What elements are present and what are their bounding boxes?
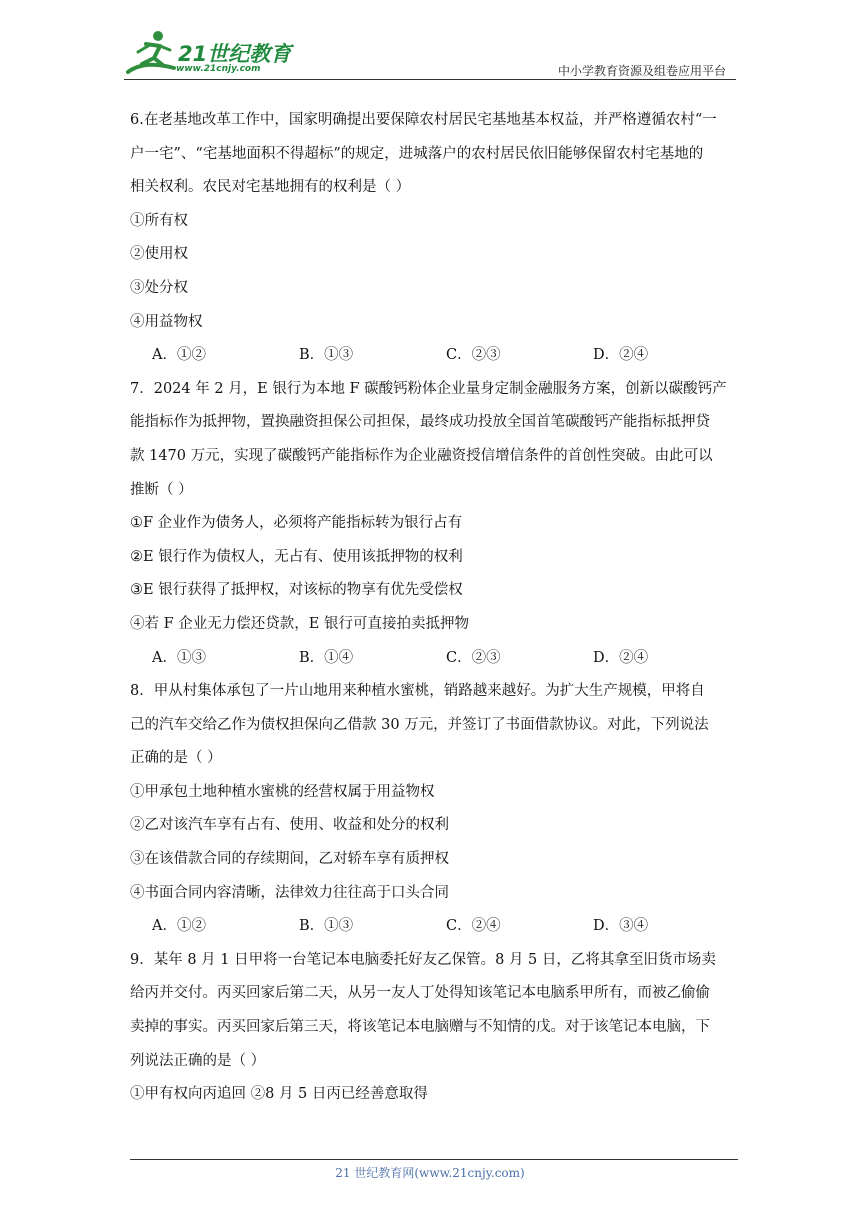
text-line: 正确的是（ ） <box>130 750 222 767</box>
page-footer: 21 世纪教育网(www.21cnjy.com) <box>335 1166 525 1180</box>
header-divider <box>124 79 736 80</box>
text-line: 己的汽车交给乙作为债权担保向乙借款 30 万元，并签订了书面借款协议。对此，下列说法 <box>130 716 709 733</box>
answer-option: C．②③ <box>446 649 501 666</box>
text-line: 列说法正确的是（ ） <box>130 1052 266 1069</box>
logo-url: www.21cnjy.com <box>176 64 261 74</box>
answer-options <box>130 642 740 676</box>
text-line: 9．某年 8 月 1 日甲将一台笔记本电脑委托好友乙保管。8 月 5 日，乙将其拿至旧货市场卖 <box>130 951 716 968</box>
footer-divider <box>130 1159 738 1160</box>
text-line: 6.在老基地改革工作中，国家明确提出要保障农村居民宅基地基本权益，并严格遵循农村“一 <box>130 112 717 128</box>
text-line: ①甲承包土地种植水蜜桃的经营权属于用益物权 <box>130 783 435 800</box>
answer-option: C．②③ <box>446 347 501 364</box>
answer-option: D．②④ <box>593 347 649 364</box>
answer-option: A．①③ <box>152 649 206 666</box>
text-line: 相关权利。农民对宅基地拥有的权利是（ ） <box>130 179 411 196</box>
answer-option: B．①④ <box>299 649 354 666</box>
text-line: ①F 企业作为债务人，必须将产能指标转为银行占有 <box>130 515 463 532</box>
text-line: 能指标作为抵押物，置换融资担保公司担保，最终成功投放全国首笔碳酸钙产能指标抵押贷 <box>130 414 710 431</box>
text-line: 7．2024 年 2 月，E 银行为本地 F 碳酸钙粉体企业量身定制金融服务方案，创新以碳酸钙产 <box>130 380 727 397</box>
text-line: ④书面合同内容清晰，法律效力往往高于口头合同 <box>130 884 449 901</box>
text-line: ③E 银行获得了抵押权，对该标的物享有优先受偿权 <box>130 582 463 599</box>
platform-title: 中小学教育资源及组卷应用平台 <box>557 64 726 78</box>
text-line: ④用益物权 <box>130 313 203 330</box>
answer-option: D．③④ <box>593 918 649 935</box>
text-line: 8．甲从村集体承包了一片山地用来种植水蜜桃，销路越来越好。为扩大生产规模，甲将自 <box>130 683 705 700</box>
text-line: ④若 F 企业无力偿还贷款，E 银行可直接拍卖抵押物 <box>130 615 469 632</box>
text-line: ②使用权 <box>130 246 188 263</box>
brand-logo <box>124 30 294 80</box>
text-line: 卖掉的事实。丙买回家后第三天，将该笔记本电脑赠与不知情的戊。对于该笔记本电脑，下 <box>130 1019 710 1036</box>
answer-options <box>130 339 740 373</box>
answer-option: C．②④ <box>446 918 501 935</box>
answer-option: B．①③ <box>299 347 354 364</box>
runner-icon <box>124 30 180 78</box>
text-line: 户一宅”、“宅基地面积不得超标”的规定，进城落户的农村居民依旧能够保留农村宅基地的 <box>130 145 704 162</box>
text-line: ①甲有权向丙追回 ②8 月 5 日丙已经善意取得 <box>130 1086 428 1103</box>
text-line: 推断（ ） <box>130 481 193 498</box>
text-line: ③在该借款合同的存续期间，乙对轿车享有质押权 <box>130 851 449 868</box>
text-line: ②E 银行作为债权人，无占有、使用该抵押物的权利 <box>130 548 463 565</box>
text-line: 款 1470 万元，实现了碳酸钙产能指标作为企业融资授信增信条件的首创性突破。由此可以 <box>130 447 713 464</box>
answer-options <box>130 910 740 944</box>
answer-option: D．②④ <box>593 649 649 666</box>
question-content <box>130 104 740 1112</box>
text-line: ①所有权 <box>130 212 188 229</box>
answer-option: B．①③ <box>299 918 354 935</box>
text-line: ②乙对该汽车享有占有、使用、收益和处分的权利 <box>130 817 449 834</box>
answer-option: A．①② <box>152 347 206 364</box>
answer-option: A．①② <box>152 918 206 935</box>
text-line: ③处分权 <box>130 279 188 296</box>
page-header <box>0 0 860 80</box>
text-line: 给丙并交付。丙买回家后第二天，从另一友人丁处得知该笔记本电脑系甲所有，而被乙偷偷 <box>130 985 710 1002</box>
logo-text: 21世纪教育 <box>178 42 292 66</box>
